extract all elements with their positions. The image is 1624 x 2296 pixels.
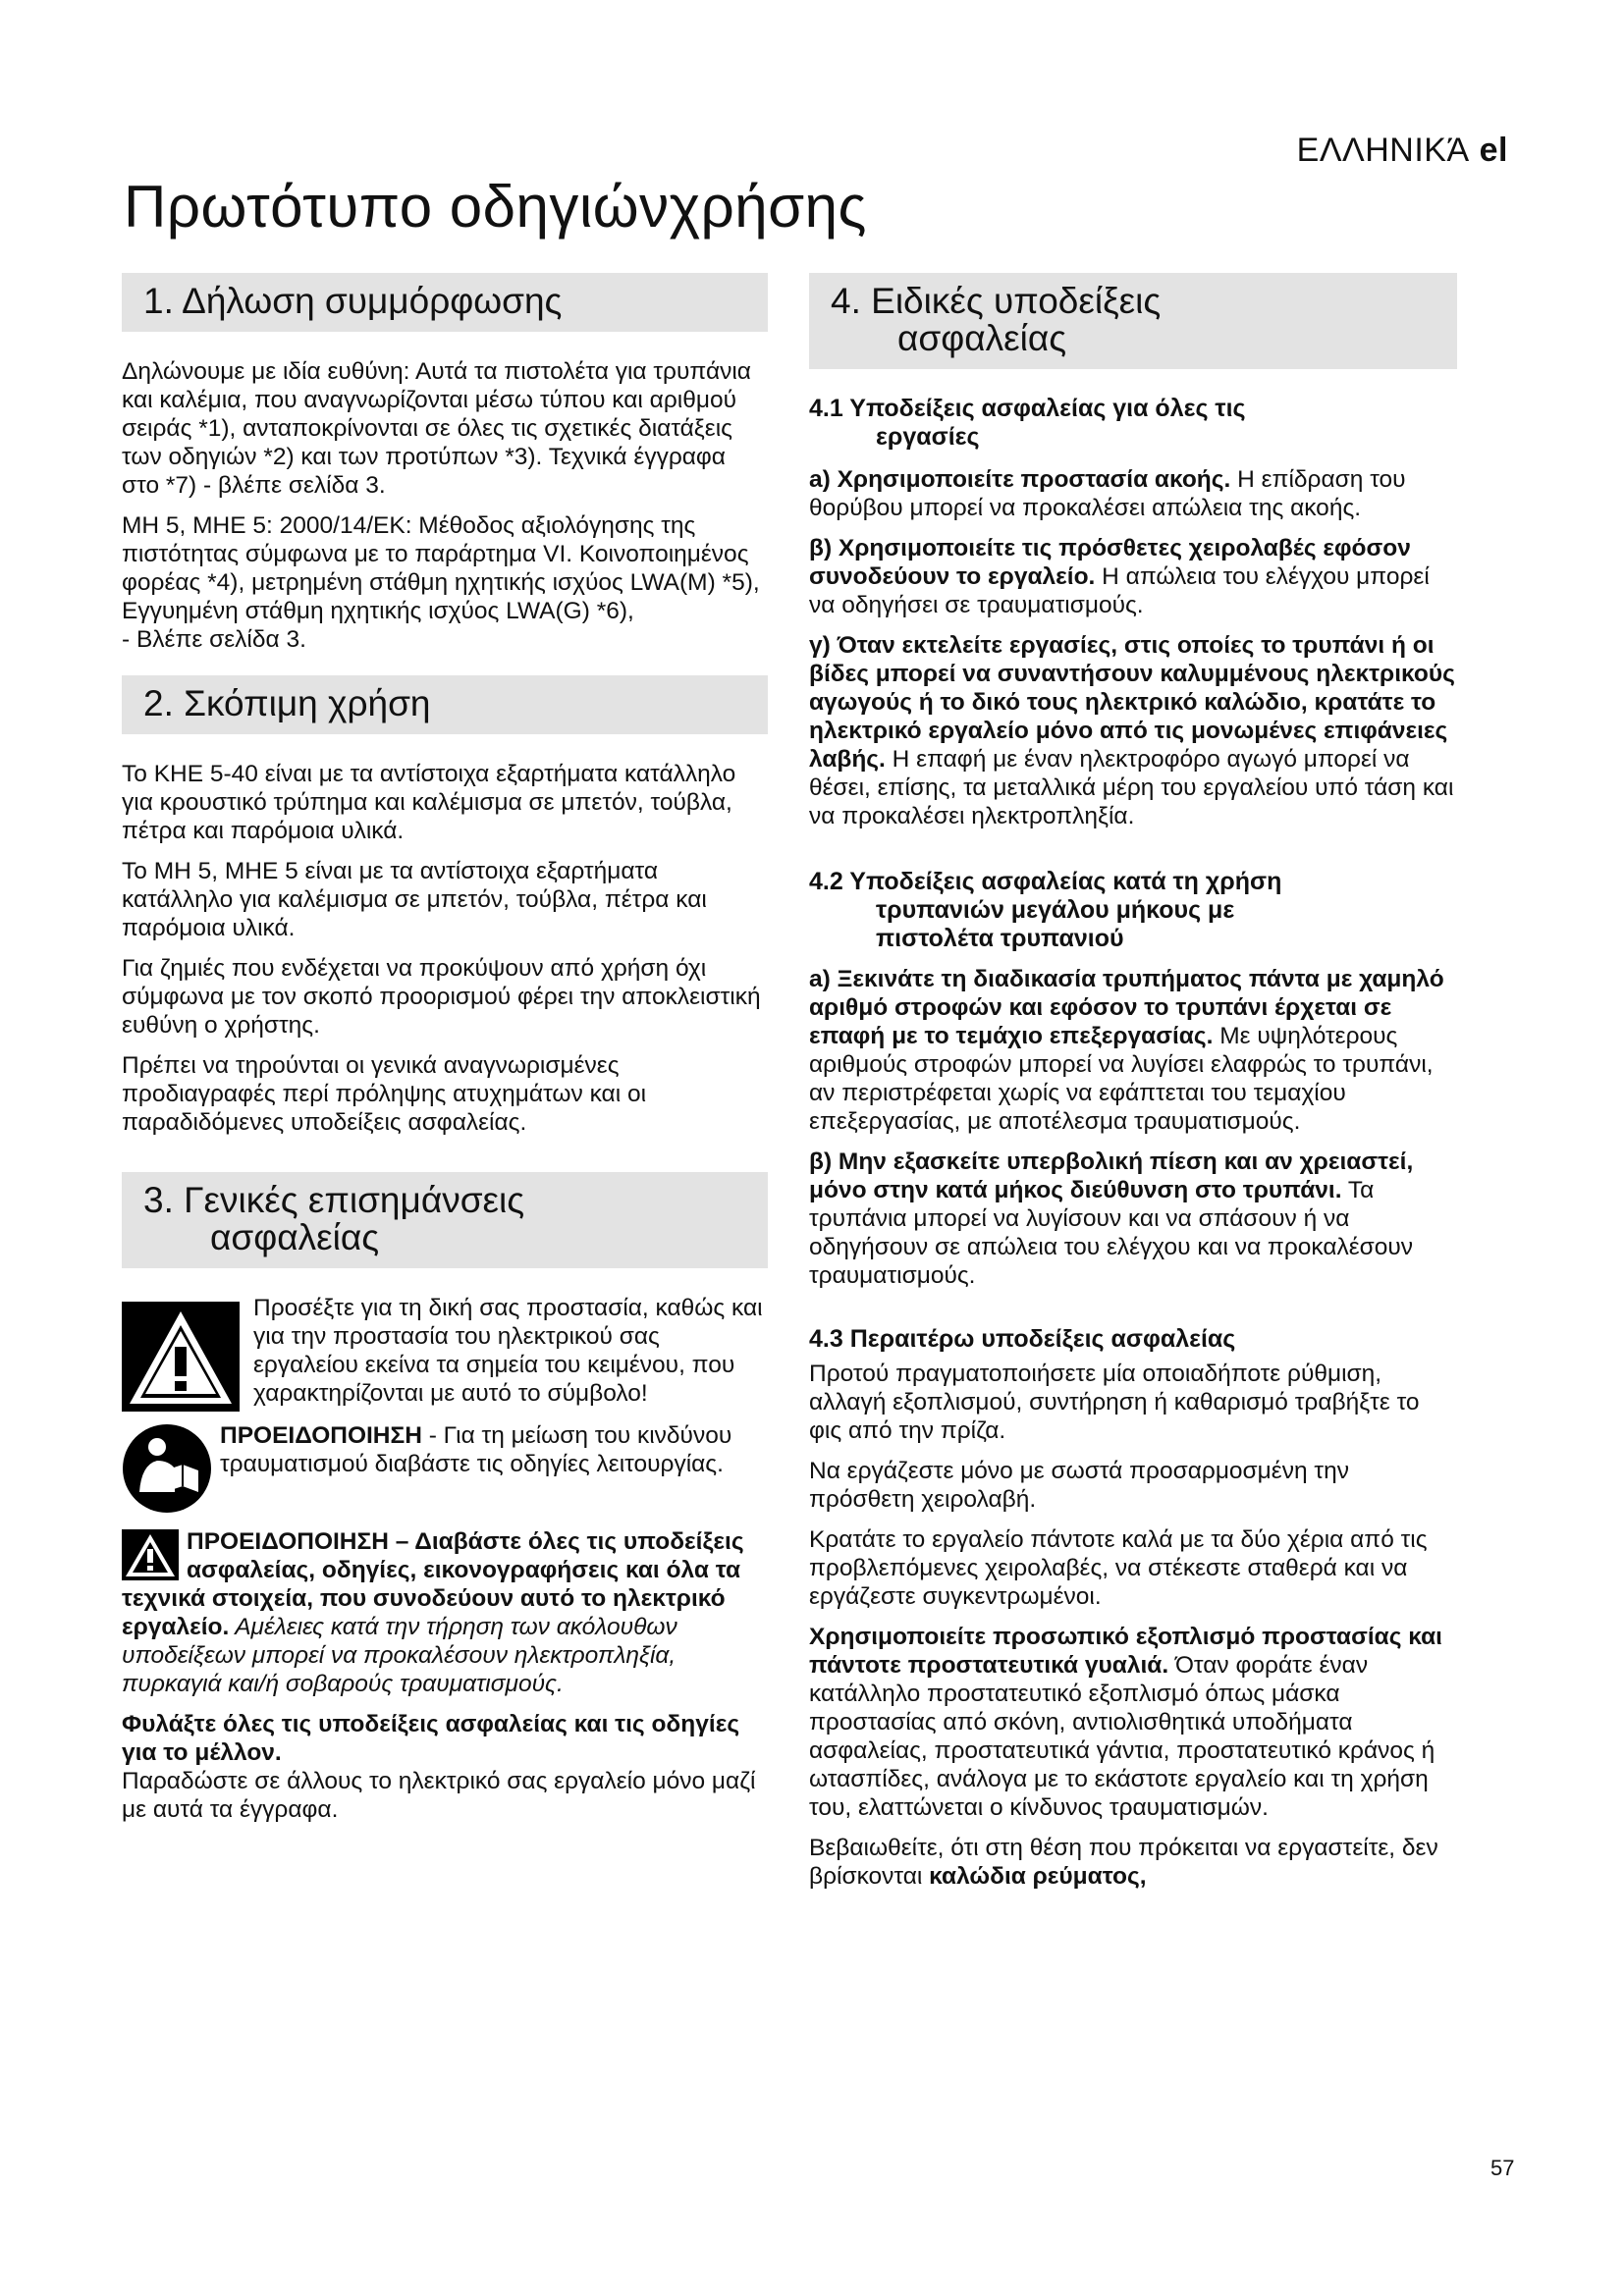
section-2-paragraph-1: Το KHE 5-40 είναι με τα αντίστοιχα εξαρτήματα κατάλληλο για κρουστικό τρύπημα και καλέμισμα σε μπετόν, τούβλα, πέτρα και παρόμοια υλικά.	[122, 761, 736, 844]
page-title: Πρωτότυπο οδηγιώνχρήσης	[124, 174, 867, 240]
section-1-number: 1.	[143, 281, 174, 321]
subsection-4-2-line-1: Υποδείξεις ασφαλείας κατά τη χρήση	[849, 868, 1282, 895]
warning-read-manual	[122, 1421, 768, 1518]
section-4-3-paragraph-2: Να εργάζεστε μόνο με σωστά προσαρμοσμένη την πρόσθετη χειρολαβή.	[809, 1458, 1349, 1513]
warning-triangle-icon	[122, 1302, 240, 1412]
attention-text: Προσέξτε για τη δική σας προστασία, καθώς και για την προστασία του ηλεκτρικού σας εργαλείου εκείνα τα σημεία του κειμένου, που χαρακτηρίζονται με αυτό το σύμβολο!	[253, 1295, 763, 1407]
section-4-title-line-2: ασφαλείας	[897, 318, 1067, 358]
small-warning-icon	[122, 1529, 179, 1580]
right-column	[809, 273, 1457, 1902]
keep-instructions-text: Παραδώστε σε άλλους το ηλεκτρικό σας εργαλείο μόνο μαζί με αυτά τα έγγραφα.	[122, 1768, 756, 1823]
keep-instructions-heading: Φυλάξτε όλες τις υποδείξεις ασφαλείας και τις οδηγίες για το μέλλον.	[122, 1711, 740, 1766]
subsection-4-1-number: 4.1	[809, 395, 843, 422]
language-label: ΕΛΛΗΝΙΚΆ	[1296, 132, 1470, 169]
item-4-2-a-text: Με υψηλότερους αριθμούς στροφών μπορεί να λυγίσει ελαφρώς το τρυπάνι, αν περιστρέφεται χωρίς να εφάπτεται του τεμαχίου επεξεργασίας, με αποτέλεσμα τραυματισμούς.	[809, 1023, 1434, 1135]
section-3-title-line-1: Γενικές επισημάνσεις	[184, 1180, 525, 1220]
section-2-paragraph-2: Το ΜΗ 5, ΜΗΕ 5 είναι με τα αντίστοιχα εξαρτήματα κατάλληλο για καλέμισμα σε μπετόν, τούβλα, πέτρα και παρόμοια υλικά.	[122, 858, 707, 941]
section-1-paragraph-3: - Βλέπε σελίδα 3.	[122, 626, 306, 653]
section-1-heading	[122, 273, 768, 332]
item-4-1-b-text: Η απώλεια του ελέγχου μπορεί να οδηγήσει σε τραυματισμούς.	[809, 563, 1430, 618]
section-4-title-line-1: Ειδικές υποδείξεις	[871, 281, 1162, 321]
language-code: el	[1479, 132, 1508, 169]
item-4-1-c-bold: γ) Όταν εκτελείτε εργασίες, στις οποίες το τρυπάνι ή οι βίδες μπορεί να συναντήσουν καλυμμένους ηλεκτρικούς αγωγούς ή το δικό τους ηλεκτρικό καλώδιο, κρατάτε το ηλεκτρικό εργαλείο μόνο από τις μονωμένες επιφάνειες λαβής.	[809, 632, 1455, 773]
warning-2-italic: Αμέλειες κατά την τήρηση των ακόλουθων υποδείξεων μπορεί να προκαλέσουν ηλεκτροπληξία, πυρκαγιά και/ή σοβαρούς τραυματισμούς.	[122, 1614, 677, 1697]
subsection-4-2-line-2: τρυπανιών μεγάλου μήκους με	[876, 896, 1235, 924]
subsection-4-1-line-2: εργασίες	[876, 423, 980, 451]
last-paragraph-text: Βεβαιωθείτε, ότι στη θέση που πρόκειται να εργαστείτε, δεν βρίσκονται	[809, 1835, 1438, 1890]
section-3-title-line-2: ασφαλείας	[210, 1217, 380, 1257]
warning-2-bold: ΠΡΟΕΙΔΟΠΟΙΗΣΗ – Διαβάστε όλες τις υποδείξεις ασφαλείας, οδηγίες, εικονογραφήσεις και όλα τα τεχνικά στοιχεία, που συνοδεύουν αυτό το ηλεκτρικό εργαλείο.	[122, 1528, 744, 1640]
subsection-4-2-number: 4.2	[809, 868, 843, 895]
last-paragraph-bold: καλώδια ρεύματος,	[929, 1863, 1147, 1890]
item-4-2-a-bold: a) Ξεκινάτε τη διαδικασία τρυπήματος πάντα με χαμηλό αριθμό στροφών και εφόσον το τρυπάνι έρχεται σε επαφή με το τεμάχιο επεξεργασίας.	[809, 966, 1444, 1049]
attention-block	[122, 1294, 768, 1412]
item-4-2-b-text: Τα τρυπάνια μπορεί να λυγίσουν και να σπάσουν ή να οδηγήσουν σε απώλεια του ελέγχου και να προκαλέσουν τραυματισμούς.	[809, 1177, 1414, 1289]
item-4-2-b-bold: β) Μην εξασκείτε υπερβολική πίεση και αν χρειαστεί, μόνο στην κατά μήκος διεύθυνση στο τρυπάνι.	[809, 1148, 1414, 1203]
item-4-1-a-text: Η επίδραση του θορύβου μπορεί να προκαλέσει απώλεια της ακοής.	[809, 466, 1406, 521]
section-4-heading	[809, 273, 1457, 369]
subsection-4-1-line-1: Υποδείξεις ασφαλείας για όλες τις	[849, 395, 1246, 422]
section-4-number: 4.	[831, 281, 861, 321]
section-2-number: 2.	[143, 683, 174, 723]
ppe-bold: Χρησιμοποιείτε προσωπικό εξοπλισμό προστασίας και πάντοτε προστατευτικά γυαλιά.	[809, 1624, 1442, 1679]
section-3-number: 3.	[143, 1180, 174, 1220]
subsection-4-3-heading: 4.3 Περαιτέρω υποδείξεις ασφαλείας	[809, 1325, 1236, 1353]
subsection-4-1-heading	[809, 395, 1457, 452]
section-2-heading	[122, 675, 768, 734]
section-2-paragraph-3: Για ζημιές που ενδέχεται να προκύψουν από χρήση όχι σύμφωνα με τον σκοπό προορισμού φέρει την αποκλειστική ευθύνη ο χρήστης.	[122, 955, 761, 1039]
section-2-paragraph-4: Πρέπει να τηρούνται οι γενικά αναγνωρισμένες προδιαγραφές περί πρόληψης ατυχημάτων και οι παραδιδόμενες υποδείξεις ασφαλείας.	[122, 1052, 647, 1136]
item-4-1-b-bold: β) Χρησιμοποιείτε τις πρόσθετες χειρολαβές εφόσον συνοδεύουν το εργαλείο.	[809, 535, 1411, 590]
section-1-title: Δήλωση συμμόρφωσης	[182, 281, 563, 321]
warning-1-text: - Για τη μείωση του κινδύνου τραυματισμού διαβάστε τις οδηγίες λειτουργίας.	[220, 1422, 732, 1477]
section-1-paragraph-2: ΜΗ 5, ΜΗΕ 5: 2000/14/ΕΚ: Μέθοδος αξιολόγησης της πιστότητας σύμφωνα με το παράρτημα VI. Κοινοποιημένος φορέας *4), μετρημένη στάθμη ηχητικής ισχύος LWA(M) *5), Εγγυημένη στάθμη ηχητικής ισχύος LWA(G) *6),	[122, 512, 760, 624]
ppe-text: Όταν φοράτε έναν κατάλληλο προστατευτικό εξοπλισμό όπως μάσκα προστασίας από σκόνη, αντιολισθητικά υποδήματα ασφαλείας, προστατευτικά γάντια, προστατευτικό κράνος ή ωτασπίδες, ανάλογα με το εκάστοτε εργαλείο και τη χρήση του, ελαττώνεται ο κίνδυνος τραυματισμών.	[809, 1652, 1435, 1821]
section-1-paragraph-1: Δηλώνουμε με ιδία ευθύνη: Αυτά τα πιστολέτα για τρυπάνια και καλέμια, που αναγνωρίζονται μέσω τύπου και αριθμού σειράς *1), ανταποκρίνονται σε όλες τις σχετικές διατάξεις των οδηγιών *2) και των προτύπων *3). Τεχνικά έγγραφα στο *7) - βλέπε σελίδα 3.	[122, 358, 751, 499]
section-4-3-paragraph-1: Προτού πραγματοποιήσετε μία οποιαδήποτε ρύθμιση, αλλαγή εξοπλισμού, συντήρηση ή καθαρισμό τραβήξτε το φις από την πρίζα.	[809, 1361, 1420, 1444]
subsection-4-2-line-3: πιστολέτα τρυπανιού	[876, 925, 1124, 952]
read-manual-icon	[122, 1423, 212, 1514]
item-4-1-c-text: Η επαφή με έναν ηλεκτροφόρο αγωγό μπορεί να θέσει, επίσης, τα μεταλλικά μέρη του εργαλείου υπό τάση και να προκαλέσει ηλεκτροπληξία.	[809, 746, 1454, 829]
warning-1-label: ΠΡΟΕΙΔΟΠΟΙΗΣΗ	[220, 1422, 422, 1449]
warning-read-all	[122, 1527, 768, 1698]
page-number: 57	[1490, 2156, 1515, 2180]
subsection-4-2-heading	[809, 868, 1457, 953]
language-indicator	[1297, 132, 1508, 170]
item-4-1-a-bold: a) Χρησιμοποιείτε προστασία ακοής.	[809, 466, 1231, 493]
section-3-heading	[122, 1172, 768, 1268]
section-2-title: Σκόπιμη χρήση	[184, 683, 431, 723]
section-4-3-paragraph-3: Κρατάτε το εργαλείο πάντοτε καλά με τα δύο χέρια από τις προβλεπόμενες χειρολαβές, να στέκεστε σταθερά και να εργάζεστε συγκεντρωμένοι.	[809, 1526, 1428, 1610]
left-column	[122, 273, 768, 1836]
